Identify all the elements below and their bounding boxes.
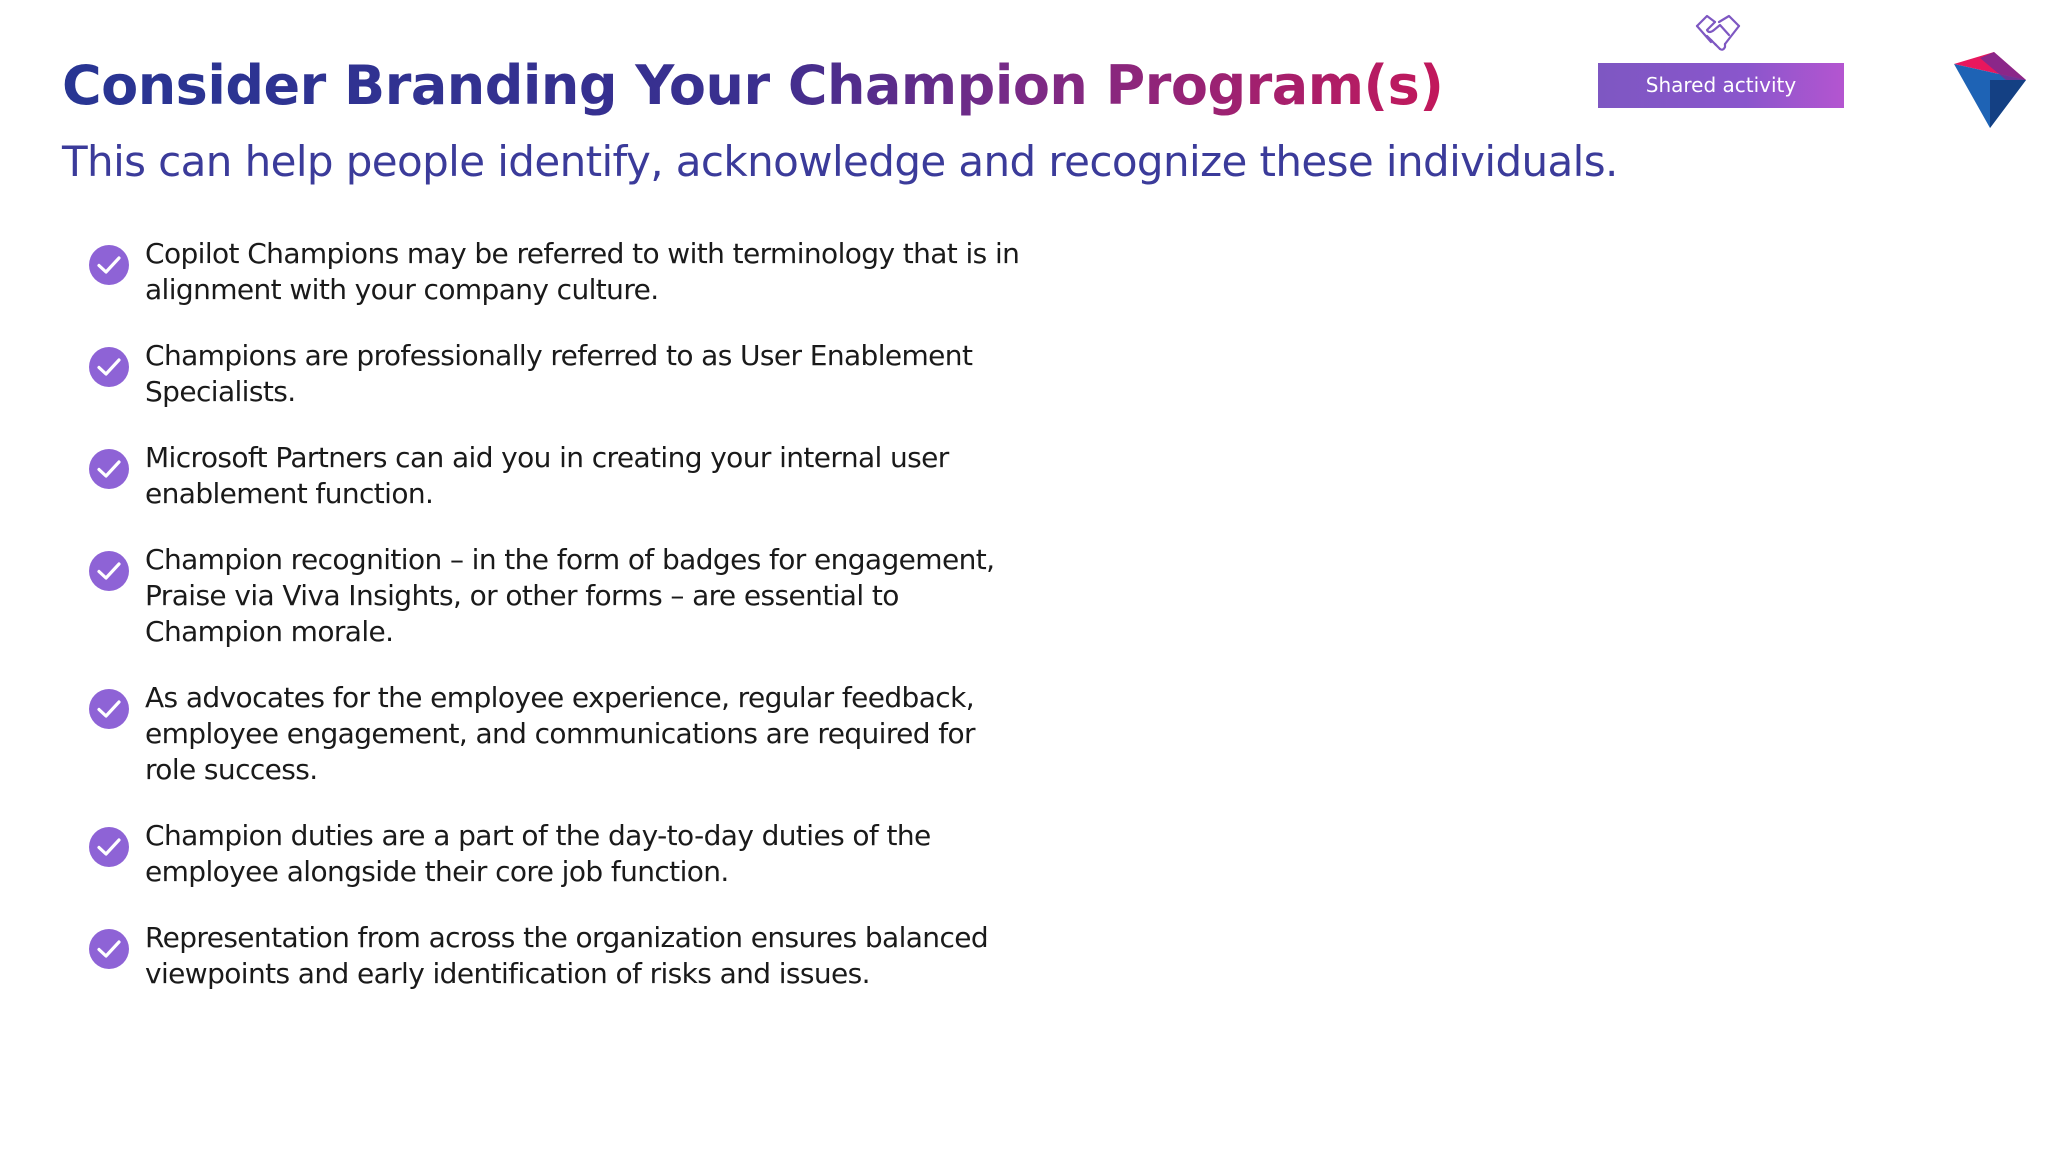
bullet-text: Champion duties are a part of the day-to-day duties of the employee alongside their core job function. — [145, 819, 931, 888]
list-item — [86, 236, 1026, 308]
shared-activity-badge[interactable]: Shared activity — [1598, 63, 1844, 108]
play-triangle-logo — [1950, 50, 2030, 130]
list-item — [86, 680, 1026, 788]
checkmark-icon — [86, 824, 132, 870]
list-item — [86, 542, 1026, 650]
bullet-text: As advocates for the employee experience, regular feedback, employee engagement, and communications are required for role success. — [145, 681, 975, 786]
list-item — [86, 920, 1026, 992]
checkmark-icon — [86, 926, 132, 972]
handshake-icon — [1693, 10, 1743, 56]
checkmark-icon — [86, 548, 132, 594]
checkmark-icon — [86, 242, 132, 288]
bullet-text: Champions are professionally referred to as User Enablement Specialists. — [145, 339, 973, 408]
slide-subtitle: This can help people identify, acknowledge and recognize these individuals. — [62, 137, 1618, 186]
checkmark-icon — [86, 446, 132, 492]
bullet-text: Microsoft Partners can aid you in creating your internal user enablement function. — [145, 441, 949, 510]
bullet-text: Copilot Champions may be referred to with terminology that is in alignment with your company culture. — [145, 237, 1020, 306]
list-item — [86, 818, 1026, 890]
list-item — [86, 338, 1026, 410]
bullet-list — [86, 236, 1026, 1022]
bullet-text: Champion recognition – in the form of badges for engagement, Praise via Viva Insights, or other forms – are essential to Champion morale. — [145, 543, 995, 648]
list-item — [86, 440, 1026, 512]
checkmark-icon — [86, 686, 132, 732]
slide-title: Consider Branding Your Champion Program(s) — [62, 46, 1443, 126]
checkmark-icon — [86, 344, 132, 390]
bullet-text: Representation from across the organization ensures balanced viewpoints and early identification of risks and issues. — [145, 921, 989, 990]
